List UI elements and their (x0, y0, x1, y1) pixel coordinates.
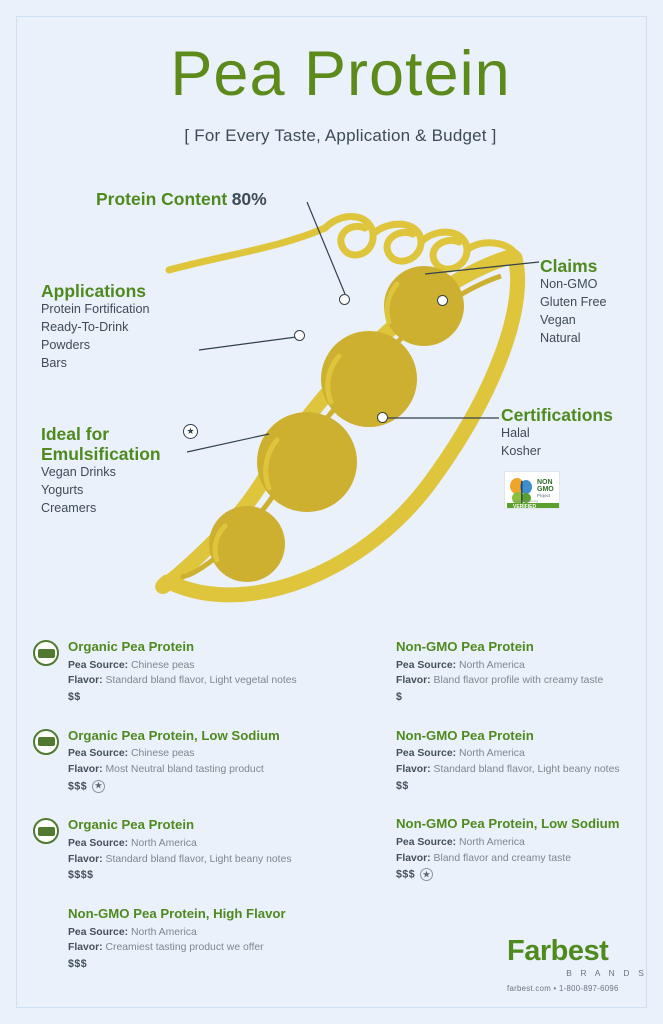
callout-claims-item: Non-GMO (540, 277, 598, 292)
product-flavor-label: Flavor: (396, 675, 434, 687)
svg-text:Project: Project (537, 493, 551, 498)
callout-claims-item: Vegan (540, 312, 576, 327)
organic-seal-icon (33, 640, 59, 666)
callout-certifications (501, 405, 613, 461)
emulsification-star-icon: ★ (92, 780, 105, 793)
marker-claims (437, 295, 448, 306)
product-name: Non-GMO Pea Protein, Low Sodium (396, 816, 620, 832)
product-price: $$$ (68, 957, 88, 970)
pea-pod-illustration (129, 184, 559, 624)
callout-certifications-item: Kosher (501, 444, 541, 458)
product-pea-source: Pea Source: North America (68, 837, 197, 849)
non-gmo-verified-badge (504, 471, 560, 509)
product-price: $$ (68, 691, 81, 704)
callout-applications (41, 281, 150, 373)
callout-claims (540, 256, 607, 348)
logo-contact: farbest.com • 1-800-897-6096 (507, 984, 619, 993)
callout-applications-item: Protein Fortification (41, 302, 150, 317)
logo-wordmark (507, 937, 647, 966)
product-flavor: Flavor: Bland flavor and creamy taste (396, 852, 571, 864)
emulsification-star-icon: ★ (420, 868, 433, 881)
marker-emulsification-star: ★ (183, 424, 198, 439)
product-price: $$ (396, 779, 409, 792)
callout-protein-content (96, 189, 267, 210)
callout-applications-item: Powders (41, 337, 90, 352)
callout-emulsification-item: Creamers (41, 501, 97, 515)
callout-protein-content-value: 80% (231, 189, 267, 209)
product-pea-source: Pea Source: Chinese peas (68, 748, 195, 760)
brand-logo (507, 937, 647, 993)
product-flavor: Flavor: Standard bland flavor, Light beany notes (396, 764, 620, 776)
product-price: $ (396, 691, 403, 704)
product-item (361, 816, 661, 881)
organic-seal-bar (38, 827, 55, 836)
callout-claims-item: Gluten Free (540, 295, 607, 309)
product-name: Non-GMO Pea Protein, High Flavor (68, 905, 286, 921)
product-flavor: Flavor: Standard bland flavor, Light beany notes (68, 853, 292, 865)
callout-emulsification-item: Vegan Drinks (41, 465, 116, 480)
product-name: Organic Pea Protein (68, 639, 195, 654)
page-title: Pea Protein (170, 39, 511, 109)
product-name: Organic Pea Protein (68, 817, 195, 833)
product-pea-source-label: Pea Source: (68, 837, 131, 849)
product-price: $$$$ (68, 869, 94, 882)
product-flavor-label: Flavor: (68, 853, 106, 865)
marker-applications (294, 330, 305, 341)
organic-seal-bar (38, 737, 55, 746)
product-item (361, 728, 661, 792)
product-column-left (33, 639, 333, 994)
product-flavor-label: Flavor: (68, 942, 106, 954)
marker-certifications (377, 412, 388, 423)
product-pea-source: Pea Source: North America (68, 926, 197, 938)
product-pea-source-label: Pea Source: (396, 748, 459, 760)
product-pea-source: Pea Source: North America (396, 659, 525, 671)
product-flavor: Flavor: Creamiest tasting product we offer (68, 942, 264, 954)
product-item (33, 906, 333, 970)
product-pea-source-label: Pea Source: (68, 748, 131, 760)
product-pea-source: Pea Source: Chinese peas (68, 659, 195, 671)
organic-seal-bar (38, 649, 55, 658)
page-subtitle: [ For Every Taste, Application & Budget ] (184, 126, 497, 145)
product-pea-source: Pea Source: North America (396, 748, 525, 760)
svg-text:nongmoproject.org: nongmoproject.org (513, 499, 539, 503)
callout-emulsification-label-line1: Ideal for (41, 424, 110, 444)
callout-applications-item: Ready-To-Drink (41, 320, 129, 334)
product-price: $$$ ★ (396, 868, 661, 881)
product-name: Non-GMO Pea Protein (396, 727, 534, 743)
product-flavor-label: Flavor: (396, 852, 434, 864)
marker-protein-content (339, 294, 350, 305)
product-pea-source: Pea Source: North America (396, 836, 525, 848)
callout-certifications-item: Halal (501, 426, 530, 441)
callout-applications-label: Applications (41, 281, 147, 301)
logo-word-text: Farbest (507, 935, 609, 967)
svg-text:VERIFIED: VERIFIED (513, 504, 537, 509)
product-flavor-label: Flavor: (68, 764, 106, 776)
callout-claims-item: Natural (540, 330, 581, 345)
svg-text:GMO: GMO (537, 486, 554, 493)
organic-seal-icon (33, 818, 59, 844)
product-flavor-label: Flavor: (396, 764, 434, 776)
callout-emulsification-item: Yogurts (41, 483, 84, 498)
organic-seal-icon (33, 729, 59, 755)
product-flavor-label: Flavor: (68, 675, 106, 687)
product-price: $$$ ★ (68, 780, 333, 793)
product-pea-source-label: Pea Source: (68, 659, 131, 671)
callout-certifications-label: Certifications (501, 405, 613, 425)
product-item (33, 728, 333, 793)
callout-claims-label: Claims (540, 256, 598, 276)
product-name: Non-GMO Pea Protein (396, 639, 534, 654)
product-item (33, 639, 333, 703)
svg-text:NON: NON (537, 479, 553, 486)
callout-protein-content-label: Protein Content (96, 189, 228, 209)
callout-applications-item: Bars (41, 355, 67, 370)
product-flavor: Flavor: Most Neutral bland tasting product (68, 764, 264, 776)
callout-emulsification (41, 424, 161, 518)
product-pea-source-label: Pea Source: (396, 659, 459, 671)
product-flavor: Flavor: Standard bland flavor, Light vegetal notes (68, 675, 297, 687)
logo-subtext: B R A N D S (566, 968, 647, 978)
product-flavor: Flavor: Bland flavor profile with creamy taste (396, 675, 604, 687)
product-item (361, 639, 661, 703)
callout-emulsification-label-line2: Emulsification (41, 444, 161, 465)
product-pea-source-label: Pea Source: (68, 926, 131, 938)
product-pea-source-label: Pea Source: (396, 836, 459, 848)
product-name: Organic Pea Protein, Low Sodium (68, 727, 280, 743)
product-column-right (361, 639, 661, 906)
product-item (33, 817, 333, 881)
